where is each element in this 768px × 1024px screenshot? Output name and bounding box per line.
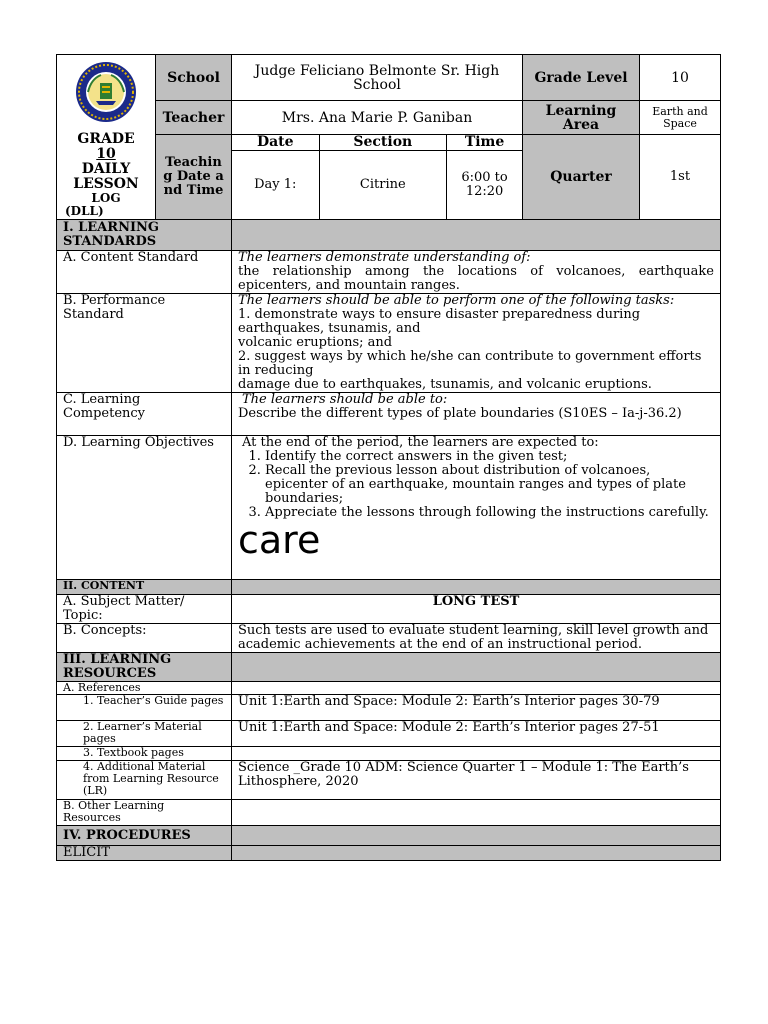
teacher-label: Teacher bbox=[156, 101, 232, 135]
daily-lesson-title: DAILY LESSON bbox=[73, 161, 139, 192]
learning-resources-heading-blank bbox=[232, 653, 721, 682]
objective-item: 2. Recall the previous lesson about distribution of volcanoes, epicenter of an earthquake, mountain ranges and types of plate boundaries; bbox=[265, 464, 714, 506]
other-resources-blank bbox=[232, 800, 721, 826]
section-label: Section bbox=[319, 135, 447, 150]
logo-cell bbox=[57, 55, 156, 220]
objective-item: 3. Appreciate the lessons through following the instructions carefully. bbox=[265, 506, 714, 520]
elicit-label: ELICIT bbox=[57, 846, 232, 861]
other-resources-label: B. Other Learning Resources bbox=[57, 800, 232, 826]
learning-area-label: Learning Area bbox=[523, 101, 640, 135]
log-label: LOG bbox=[91, 191, 121, 205]
additional-material-value: Science _Grade 10 ADM: Science Quarter 1 – Module 1: The Earth’s Lithosphere, 2020 bbox=[232, 761, 721, 800]
content-heading-blank bbox=[232, 580, 721, 595]
grade-level-value: 10 bbox=[640, 55, 721, 101]
learning-competency-intro: The learners should be able to: bbox=[242, 392, 448, 407]
grade-number: 10 bbox=[96, 146, 116, 162]
subject-matter-label: A. Subject Matter/ Topic: bbox=[57, 595, 232, 624]
textbook-pages-blank bbox=[232, 747, 721, 761]
content-standard-cell bbox=[232, 251, 721, 294]
performance-line: volcanic eruptions; and bbox=[238, 335, 393, 350]
learning-area-value: Earth and Space bbox=[640, 101, 721, 135]
content-heading: II. CONTENT bbox=[57, 580, 232, 595]
learning-resources-heading: III. LEARNING RESOURCES bbox=[57, 653, 232, 682]
dll-body-table bbox=[56, 219, 721, 861]
performance-standard-cell bbox=[232, 294, 721, 393]
objectives-list bbox=[238, 450, 714, 520]
learning-standards-heading: I. LEARNING STANDARDS bbox=[57, 220, 232, 251]
date-section-time-table bbox=[232, 135, 522, 219]
objective-item: 1. Identify the correct answers in the given test; bbox=[265, 450, 714, 464]
learners-material-value: Unit 1:Earth and Space: Module 2: Earth’s Interior pages 27-51 bbox=[232, 721, 721, 747]
content-standard-intro: The learners demonstrate understanding of: bbox=[238, 250, 531, 265]
learning-standards-heading-blank bbox=[232, 220, 721, 251]
care-text: care bbox=[238, 518, 321, 562]
concepts-label: B. Concepts: bbox=[57, 624, 232, 653]
date-label: Date bbox=[232, 135, 319, 150]
performance-line: 1. demonstrate ways to ensure disaster preparedness during earthquakes, tsunamis, and bbox=[238, 307, 641, 336]
school-label: School bbox=[156, 55, 232, 101]
learning-competency-text: Describe the different types of plate boundaries (S10ES – Ia-j-36.2) bbox=[238, 406, 682, 421]
content-standard-label: A. Content Standard bbox=[57, 251, 232, 294]
learning-competency-cell bbox=[232, 393, 721, 436]
additional-material-label: 4. Additional Material from Learning Resource (LR) bbox=[57, 761, 232, 800]
elicit-blank bbox=[232, 846, 721, 861]
date-value: Day 1: bbox=[232, 150, 319, 219]
learning-objectives-intro: At the end of the period, the learners are expected to: bbox=[242, 435, 599, 450]
learning-objectives-cell bbox=[232, 436, 721, 580]
section-value: Citrine bbox=[319, 150, 447, 219]
references-label: A. References bbox=[57, 682, 232, 695]
school-seal-icon bbox=[71, 61, 141, 123]
dll-label: (DLL) bbox=[65, 204, 104, 218]
teachers-guide-value: Unit 1:Earth and Space: Module 2: Earth’s Interior pages 30-79 bbox=[232, 695, 721, 721]
teacher-value: Mrs. Ana Marie P. Ganiban bbox=[232, 101, 523, 135]
performance-standard-intro: The learners should be able to perform one of the following tasks: bbox=[238, 293, 675, 308]
concepts-value: Such tests are used to evaluate student learning, skill level growth and academic achievements at the end of an instructional period. bbox=[232, 624, 721, 653]
quarter-value: 1st bbox=[640, 135, 721, 220]
grade-level-label: Grade Level bbox=[523, 55, 640, 101]
procedures-heading-blank bbox=[232, 826, 721, 846]
performance-standard-label: B. Performance Standard bbox=[57, 294, 232, 393]
time-value: 6:00 to 12:20 bbox=[447, 150, 522, 219]
references-blank bbox=[232, 682, 721, 695]
grade-word: GRADE bbox=[77, 131, 135, 147]
learning-competency-label: C. Learning Competency bbox=[57, 393, 232, 436]
quarter-label: Quarter bbox=[523, 135, 640, 220]
teaching-date-label: Teaching Date and Time bbox=[156, 135, 232, 220]
performance-line: damage due to earthquakes, tsunamis, and volcanic eruptions. bbox=[238, 377, 652, 392]
date-section-time-cell bbox=[232, 135, 523, 220]
procedures-heading: IV. PROCEDURES bbox=[57, 826, 232, 846]
subject-matter-value: LONG TEST bbox=[232, 595, 721, 624]
performance-line: 2. suggest ways by which he/she can contribute to government efforts in reducing bbox=[238, 349, 702, 378]
teachers-guide-label: 1. Teacher’s Guide pages bbox=[57, 695, 232, 721]
school-value: Judge Feliciano Belmonte Sr. High School bbox=[232, 55, 523, 101]
textbook-pages-label: 3. Textbook pages bbox=[57, 747, 232, 761]
content-standard-text: the relationship among the locations of volcanoes, earthquake epicenters, and mountain ranges. bbox=[238, 264, 714, 293]
time-label: Time bbox=[447, 135, 522, 150]
header-table bbox=[56, 54, 721, 220]
learning-objectives-label: D. Learning Objectives bbox=[57, 436, 232, 580]
learners-material-label: 2. Learner’s Material pages bbox=[57, 721, 232, 747]
